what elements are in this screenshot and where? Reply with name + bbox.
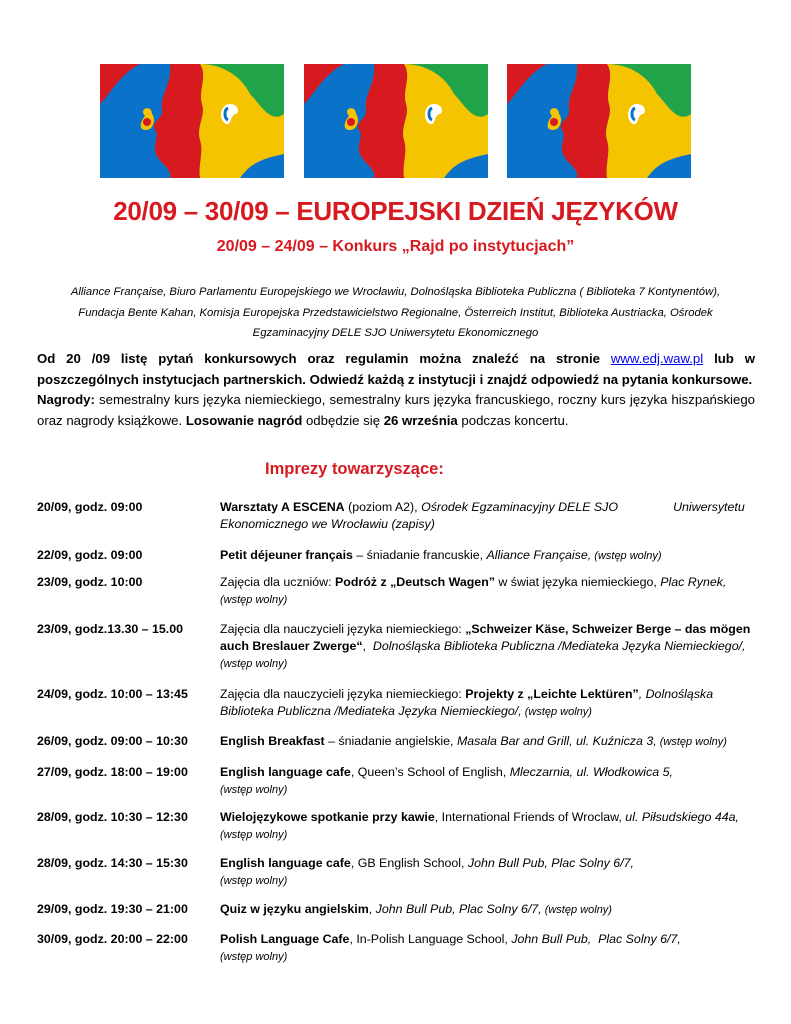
logo-center [304,64,488,178]
event-note: (wstęp wolny) [220,950,288,963]
event-date: 22/09, godz. 09:00 [37,548,143,562]
partners-line: Egzaminacyjny DELE SJO Uniwersytetu Ekonomicznego [252,327,539,339]
european-day-of-languages-logo-icon [304,64,488,178]
contest-info [37,349,755,431]
event-details [220,764,755,809]
event-details [220,931,755,971]
logo-right [507,64,691,178]
event-title: Wielojęzykowe spotkanie przy kawie [220,810,435,824]
events-list [37,499,755,971]
partners-line: Fundacja Bente Kahan, Komisja Europejska Przedstawicielstwo Regionalne, Österreich Institut, Biblioteka Austriacka, Ośrodek [78,306,713,319]
event-title: Warsztaty A ESCENA [220,500,345,514]
draw-text: odbędzie się [302,412,384,428]
event-date: 30/09, godz. 20:00 – 22:00 [37,932,188,946]
event-title: English language cafe [220,765,351,779]
event-row [37,931,755,971]
event-title: „Schweizer Käse, Schweizer Berge – das mögen auch Breslauer Zwerge“ [220,622,751,653]
event-details [220,855,755,901]
event-venue: ul. Piłsudskiego 44a, [625,810,739,824]
event-text: Zajęcia dla nauczycieli języka niemieckiego: [220,622,466,636]
event-note: (wstęp wolny) [220,783,288,796]
event-note: (wstęp wolny) [220,874,288,887]
event-details [220,547,755,574]
event-text: – śniadanie angielskie, [324,734,457,748]
event-venue: John Bull Pub, Plac Solny 6/7, [511,932,681,946]
event-note: (wstęp wolny) [591,550,662,562]
prizes-text: semestralny kurs języka niemieckiego, semestralny kurs języka francuskiego, roczny kurs języka hiszpańskiego oraz nagrody książkowe. [37,392,755,428]
event-note: (wstęp wolny) [220,593,288,606]
event-date: 28/09, godz. 14:30 – 15:30 [37,856,188,870]
event-date: 28/09, godz. 10:30 – 12:30 [37,810,188,824]
event-note: (wstęp wolny) [541,904,612,916]
event-text: , International Friends of Wroclaw, [434,810,626,824]
event-title: Quiz w języku angielskim [220,902,369,916]
event-date: 23/09, godz. 10:00 [37,575,143,589]
event-date: 27/09, godz. 18:00 – 19:00 [37,765,188,779]
event-row [37,855,755,901]
partners-line: Alliance Française, Biuro Parlamentu Europejskiego we Wrocławiu, Dolnośląska Biblioteka Publiczna ( Biblioteka 7 Kontynentów), [70,286,721,298]
european-day-of-languages-logo-icon [100,64,284,178]
european-day-of-languages-logo-icon [507,64,691,178]
event-text: (poziom A2), [344,500,422,514]
event-title: Podróż z „Deutsch Wagen” [335,575,495,589]
event-details [220,574,755,621]
event-date: 29/09, godz. 19:30 – 21:00 [37,902,188,916]
event-title: English language cafe [220,856,351,870]
event-note: (wstęp wolny) [220,658,288,670]
event-details [220,686,755,733]
event-note: (wstęp wolny) [656,736,727,748]
event-text: – śniadanie francuskie, [352,548,487,562]
event-details [220,499,755,547]
event-venue: John Bull Pub, Plac Solny 6/7, [467,856,634,870]
event-text: , [368,902,376,916]
event-venue: John Bull Pub, Plac Solny 6/7, [375,902,542,916]
event-note: (wstęp wolny) [521,705,592,718]
event-title: Projekty z „Leichte Lektüren” [465,687,639,701]
prizes-label: Nagrody: [37,392,95,407]
event-note: (wstęp wolny) [220,828,288,841]
event-details [220,901,755,931]
event-venue: Ośrodek Egzaminacyjny DELE SJO Uniwersytetu Ekonomicznego we Wrocławiu (zapisy) [220,500,749,531]
event-text: w świat języka niemieckiego, [494,575,661,589]
event-title: Polish Language Cafe [220,932,350,946]
event-row [37,621,755,686]
event-venue: Mleczarnia, ul. Włodkowica 5, [509,765,673,779]
event-text: , Queen’s School of English, [350,765,510,779]
event-row [37,733,755,764]
event-venue: Plac Rynek, [660,575,727,589]
event-venue: , Dolnośląska Biblioteka Publiczna /Mediateka Języka Niemieckiego/, [220,687,714,718]
events-heading: Imprezy towarzyszące: [265,460,444,478]
event-date: 26/09, godz. 09:00 – 10:30 [37,734,188,748]
event-date: 20/09, godz. 09:00 [37,500,143,514]
event-title: English Breakfast [220,734,325,748]
page-subtitle: 20/09 – 24/09 – Konkurs „Rajd po instytucjach” [216,238,575,255]
draw-date: 26 września [383,412,458,428]
event-details [220,733,755,764]
event-details [220,621,755,686]
event-row [37,547,755,574]
info-text: Od 20 /09 listę pytań konkursowych oraz regulamin można znaleźć na stronie [37,351,611,366]
event-row [37,901,755,931]
event-row [37,574,755,621]
event-title: Petit déjeuner français [220,548,353,562]
website-link[interactable]: www.edj.waw.pl [610,351,704,366]
event-row [37,686,755,733]
event-date: 24/09, godz. 10:00 – 13:45 [37,687,188,701]
draw-label: Losowanie nagród [185,412,303,428]
event-text: , [362,638,373,653]
partners-list [48,282,743,344]
event-venue: Dolnośląska Biblioteka Publiczna /Mediateka Języka Niemieckiego/, [372,638,746,653]
logo-left [100,64,284,178]
event-details [220,809,755,855]
info-text: lub w poszczególnych instytucjach partnerskich. Odwiedź każdą z instytucji i znajdź odpowiedź na pytania konkursowe. [37,351,755,387]
event-text: , In-Polish Language School, [349,932,512,946]
draw-text: podczas koncertu. [457,412,569,428]
event-venue: Alliance Française, [486,548,592,562]
event-text: Zajęcia dla nauczycieli języka niemieckiego: [220,687,466,701]
event-row [37,764,755,809]
page-title: 20/09 – 30/09 – EUROPEJSKI DZIEŃ JĘZYKÓW [113,196,678,226]
event-venue: Masala Bar and Grill, ul. Kuźnicza 3, [456,734,657,748]
event-text: Zajęcia dla uczniów: [220,575,336,589]
event-date: 23/09, godz.13.30 – 15.00 [37,622,184,636]
event-row [37,809,755,855]
event-text: , GB English School, [350,856,468,870]
event-row [37,499,755,547]
